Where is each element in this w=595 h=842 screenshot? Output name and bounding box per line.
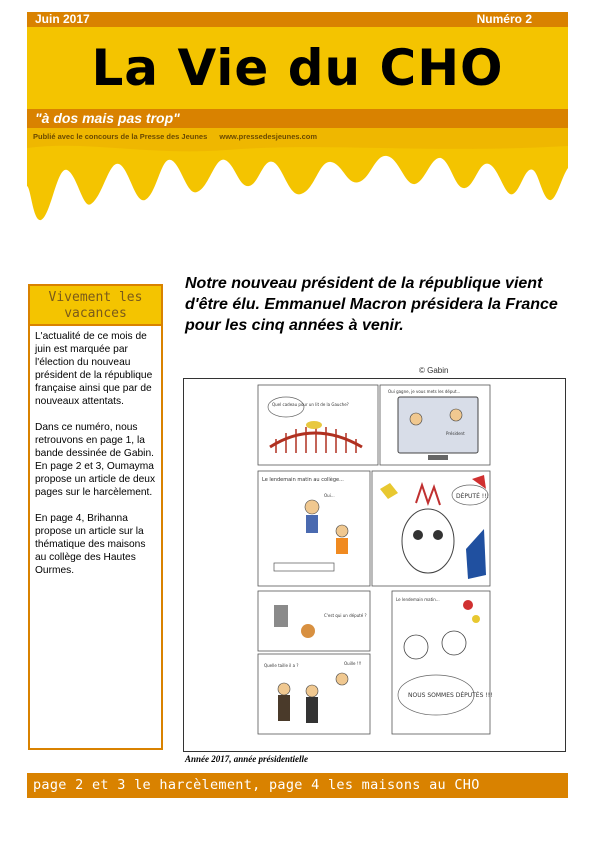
- bottom-banner: [27, 773, 568, 798]
- sidebar-paragraph: En page 4, Brihanna propose un article sur la thématique des maisons au collège des Hautes Ourmes.: [35, 513, 146, 576]
- masthead: [27, 27, 568, 109]
- sidebar-paragraph: Dans ce numéro, nous retrouvons en page 1, la bande dessinée de Gabin. En page 2 et 3, Oumayma propose un article de deux pages sur le harcèlement.: [35, 422, 156, 498]
- comic-bubble-7b: Ouille !!!: [344, 661, 362, 666]
- comic-caption-4: Le lendemain matin au collège...: [262, 477, 344, 483]
- characters-drawing: [278, 673, 348, 723]
- website-link[interactable]: www.pressedesjeunes.com: [219, 132, 318, 141]
- comic-strip: [183, 378, 566, 752]
- slogan-band: [27, 109, 568, 128]
- comic-bubble-4: Oui...: [324, 493, 335, 498]
- comic-caption: Année 2017, année présidentielle: [185, 754, 308, 764]
- credit-line: [33, 132, 317, 141]
- comic-bubble-2: Oui gagne, je vous mets les déput...: [388, 389, 461, 394]
- comic-bubble-7a: Quelle taille il a ?: [264, 663, 299, 668]
- newspaper-title: La Vie du CHO: [91, 39, 504, 97]
- comic-bubble-8: NOUS SOMMES DÉPUTÉS !!!: [408, 692, 493, 699]
- sidebar-text: [30, 326, 161, 577]
- assembly-drawing: [270, 421, 362, 453]
- sidebar-title-line1: Vivement les: [48, 290, 143, 305]
- article-headline: Notre nouveau président de la république vient d'être élu. Emmanuel Macron présidera la France pour les cinq années à venir.: [185, 275, 558, 334]
- sidebar-box: [28, 284, 163, 750]
- credit-text: Publié avec le concours de la Presse des Jeunes: [33, 132, 208, 141]
- slogan: "à dos mais pas trop": [35, 110, 180, 126]
- top-info-band: [27, 12, 568, 27]
- sidebar-title-line2: vacances: [64, 306, 127, 321]
- bottom-banner-text: page 2 et 3 le harcèlement, page 4 les maisons au CHO: [33, 777, 480, 793]
- mask-face: [402, 509, 454, 573]
- comic-bubble-1: Quel cadeau pour un lit de la Gauche?: [272, 402, 349, 407]
- comic-copyright: © Gabin: [419, 366, 449, 375]
- comic-bubble-5: DÉPUTÉ !!!: [456, 493, 489, 500]
- comic-bubble-3: Président: [446, 431, 465, 436]
- comic-drawing: [184, 379, 565, 751]
- tv-screen: [398, 397, 478, 453]
- issue-date: Juin 2017: [35, 12, 90, 26]
- issue-number: Numéro 2: [476, 12, 532, 26]
- drip-decoration: [27, 128, 568, 228]
- sidebar-paragraph: L'actualité de ce mois de juin est marquée par l'élection du nouveau président de la république française ainsi que par de nouveaux attentats.: [35, 331, 153, 407]
- comic-caption-6: Le lendemain matin...: [396, 597, 440, 602]
- sidebar-title: [30, 286, 161, 326]
- comic-bubble-6: C'est qui un député ?: [324, 613, 367, 618]
